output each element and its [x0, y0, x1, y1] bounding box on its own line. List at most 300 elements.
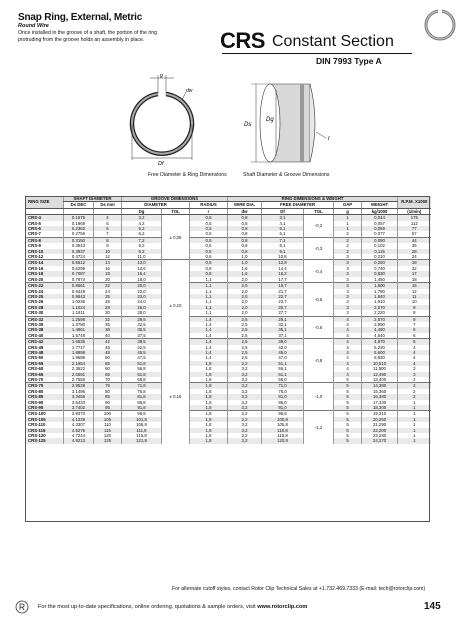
cell-ds-mm: 48: [94, 350, 122, 355]
cell-free-diameter: 21,7: [262, 289, 304, 294]
cell-rpm: 2: [398, 377, 431, 383]
cell-gap: 3: [334, 271, 362, 276]
shaft-diagram: [236, 76, 346, 170]
cell-rpm: 1: [398, 400, 431, 405]
free-tolerance: -1,2: [304, 411, 334, 444]
unit-r: r: [190, 208, 228, 214]
cell-dg: 51,8: [122, 361, 162, 366]
cell-ds-dec: 4.3307: [64, 422, 94, 427]
cell-gap: 5: [334, 394, 362, 399]
cell-ds-dec: 4.5276: [64, 428, 94, 433]
cell-ring-size: CRS-75: [26, 383, 64, 389]
cell-weight: 4,640: [362, 333, 398, 339]
cell-gap: 1: [334, 215, 362, 221]
cell-wire-dia: 2,5: [228, 350, 262, 355]
cell-wire-dia: 3,2: [228, 361, 262, 366]
cell-wire-dia: 3,2: [228, 411, 262, 417]
header-ds-mm: Ds mm: [94, 202, 122, 208]
cell-free-diameter: 14,4: [262, 266, 304, 271]
cell-dg: 18,0: [122, 277, 162, 283]
unit-kg: kg/1000: [362, 208, 398, 214]
cell-wire-dia: 0,8: [228, 231, 262, 237]
header-rule: [222, 53, 412, 54]
cell-wire-dia: 2,0: [228, 310, 262, 316]
spec-table-body: [26, 215, 431, 444]
cell-free-diameter: 22,7: [262, 294, 304, 299]
cell-rpm: 1: [398, 433, 431, 438]
cell-rpm: 11: [398, 294, 431, 299]
cell-radius: 1,8: [190, 361, 228, 366]
cell-ds-dec: 0.9449: [64, 289, 94, 294]
cell-gap: 1: [334, 226, 362, 231]
cell-ds-mm: 85: [94, 394, 122, 399]
header-free-diameter: FREE DIAMETER: [262, 202, 334, 208]
product-description: Once installed in the groove of a shaft, the portion of the ring protruding from the groove holds an assembly in place.: [18, 30, 157, 43]
cell-ds-dec: 0.4724: [64, 254, 94, 260]
cell-radius: 1,4: [190, 322, 228, 327]
cell-wire-dia: 0,8: [228, 237, 262, 243]
cell-ds-dec: 0.8661: [64, 283, 94, 289]
cell-radius: 1,4: [190, 316, 228, 322]
cell-free-diameter: 91,0: [262, 405, 304, 411]
cell-ring-size: CRS-95: [26, 405, 64, 411]
cell-weight: 16,380: [362, 394, 398, 399]
cell-ds-dec: 4.9213: [64, 438, 94, 443]
cell-radius: 1,4: [190, 333, 228, 339]
cell-free-diameter: 32,1: [262, 322, 304, 327]
cell-ring-size: CRS-115: [26, 428, 64, 433]
cell-radius: 1,8: [190, 411, 228, 417]
cell-weight: 0,210: [362, 254, 398, 260]
cell-weight: 4,870: [362, 339, 398, 345]
shaft-caption: Shaft Diameter & Groove Dimensions: [243, 172, 330, 178]
cell-rpm: 4: [398, 345, 431, 350]
cell-ds-dec: 3.1496: [64, 389, 94, 394]
cell-gap: 5: [334, 389, 362, 394]
cell-free-diameter: 3,1: [262, 215, 304, 221]
cell-rpm: 1: [398, 417, 431, 422]
brand-code: CRS: [220, 28, 265, 53]
cell-weight: 22,200: [362, 428, 398, 433]
cell-ds-mm: 38: [94, 327, 122, 332]
cell-dg: 20,0: [122, 283, 162, 289]
header-ring-size: RING SIZE: [26, 196, 64, 208]
cell-ds-dec: 4.1339: [64, 417, 94, 422]
cell-radius: 1,1: [190, 305, 228, 310]
cell-wire-dia: 3,2: [228, 372, 262, 377]
cell-ring-size: CRS-7: [26, 231, 64, 237]
cell-wire-dia: 2,0: [228, 277, 262, 283]
cell-weight: 0,077: [362, 231, 398, 237]
cell-dg: 8,2: [122, 243, 162, 248]
cell-rpm: 4: [398, 350, 431, 355]
unit-g: g: [334, 208, 362, 214]
din-standard: DIN 7993 Type A: [316, 56, 382, 66]
cell-ring-size: CRS-16: [26, 266, 64, 271]
cell-radius: 1,8: [190, 433, 228, 438]
cell-weight: 5,230: [362, 345, 398, 350]
cell-ds-dec: 2.5591: [64, 372, 94, 377]
cell-ds-mm: 12: [94, 254, 122, 260]
cell-radius: 0,5: [190, 226, 228, 231]
cell-free-diameter: 51,1: [262, 361, 304, 366]
cell-radius: 1,8: [190, 400, 228, 405]
cell-radius: 0,6: [190, 260, 228, 266]
cell-ds-dec: 0.3543: [64, 243, 94, 248]
cell-free-diameter: 47,0: [262, 355, 304, 360]
cell-ring-size: CRS-65: [26, 372, 64, 377]
cell-weight: 3,990: [362, 322, 398, 327]
cell-ring-size: CRS-80: [26, 389, 64, 394]
cell-ring-size: CRS-35: [26, 322, 64, 327]
cell-wire-dia: 3,2: [228, 438, 262, 443]
cell-weight: 4,490: [362, 327, 398, 332]
cell-weight: 2,670: [362, 316, 398, 322]
cell-free-diameter: 45,0: [262, 350, 304, 355]
cell-wire-dia: 1,6: [228, 271, 262, 276]
cell-ds-mm: 4: [94, 215, 122, 221]
cell-ring-size: CRS-60: [26, 366, 64, 371]
cell-ds-dec: 0.7874: [64, 277, 94, 283]
contact-note: For alternate cutoff styles, contact Rotor Clip Technical Sales at +1.732.469.7333 (E-mail: tech@rotorclip.com): [172, 586, 426, 592]
cell-free-diameter: 25,7: [262, 305, 304, 310]
free-tolerance: -0,4: [304, 260, 334, 283]
cell-ds-mm: 35: [94, 322, 122, 327]
cell-weight: 15,360: [362, 389, 398, 394]
cell-ds-mm: 14: [94, 260, 122, 266]
cell-ds-mm: 60: [94, 366, 122, 371]
cell-wire-dia: 2,5: [228, 333, 262, 339]
cell-radius: 1,8: [190, 372, 228, 377]
free-tolerance: -1,0: [304, 383, 334, 411]
cell-ring-size: CRS-5: [26, 221, 64, 226]
cell-ds-dec: 1.0236: [64, 299, 94, 304]
cell-ds-mm: 100: [94, 411, 122, 417]
cell-free-diameter: 9,1: [262, 249, 304, 254]
cell-dg: 66,8: [122, 377, 162, 383]
cell-radius: 0,5: [190, 231, 228, 237]
cell-dg: 96,8: [122, 411, 162, 417]
cell-ds-mm: 42: [94, 339, 122, 345]
cell-wire-dia: 2,0: [228, 283, 262, 289]
cell-ds-mm: 28: [94, 305, 122, 310]
cell-ds-mm: 22: [94, 283, 122, 289]
cell-ds-dec: 2.1654: [64, 361, 94, 366]
cell-free-diameter: 4,1: [262, 221, 304, 226]
label-r: r: [328, 136, 330, 142]
cell-wire-dia: 2,5: [228, 345, 262, 350]
cell-weight: 12,490: [362, 372, 398, 377]
cell-radius: 0,8: [190, 271, 228, 276]
cell-dg: 16,4: [122, 271, 162, 276]
cell-radius: 1,4: [190, 327, 228, 332]
cell-weight: 23,280: [362, 433, 398, 438]
cell-ds-mm: 115: [94, 428, 122, 433]
cell-dg: 11,0: [122, 254, 162, 260]
cell-wire-dia: 2,5: [228, 316, 262, 322]
cell-rpm: 7: [398, 322, 431, 327]
cell-ring-size: CRS-40: [26, 333, 64, 339]
cell-dg: 101,8: [122, 417, 162, 422]
cell-radius: 1,8: [190, 422, 228, 427]
cell-ds-dec: 2.7559: [64, 377, 94, 383]
cell-gap: 5: [334, 428, 362, 433]
cell-ds-mm: 18: [94, 271, 122, 276]
cell-rpm: 3: [398, 366, 431, 371]
cell-wire-dia: 0,8: [228, 226, 262, 231]
cell-dg: 91,8: [122, 405, 162, 411]
cell-rpm: 18: [398, 260, 431, 266]
cell-wire-dia: 0,8: [228, 215, 262, 221]
cell-radius: 0,8: [190, 266, 228, 271]
cell-ds-dec: 1.9685: [64, 355, 94, 360]
cell-gap: 4: [334, 333, 362, 339]
cell-ds-mm: 7: [94, 231, 122, 237]
cell-ring-size: CRS-48: [26, 350, 64, 355]
header-shaft-diameter: SHAFT DIAMETER: [64, 196, 122, 202]
cell-gap: 5: [334, 405, 362, 411]
cell-wire-dia: 2,0: [228, 294, 262, 299]
cell-dg: 111,8: [122, 428, 162, 433]
cell-ds-dec: 0.9843: [64, 294, 94, 299]
cell-ds-mm: 110: [94, 422, 122, 427]
cell-ds-mm: 95: [94, 405, 122, 411]
cell-gap: 3: [334, 289, 362, 294]
header-rpm: R.P.M. X1000: [398, 196, 431, 208]
cell-weight: 2,220: [362, 310, 398, 316]
cell-free-diameter: 100,8: [262, 417, 304, 422]
cell-rpm: 1: [398, 438, 431, 443]
header-ring-dimensions: RING DIMENSIONS & WEIGHT: [228, 196, 398, 202]
footer-line: [38, 604, 307, 610]
ring-diagram: [120, 72, 220, 170]
cell-ring-size: CRS-120: [26, 433, 64, 438]
cell-radius: 0,5: [190, 237, 228, 243]
page-title: Snap Ring, External, Metric: [18, 12, 143, 23]
cell-ds-dec: 1.8898: [64, 350, 94, 355]
cell-ring-size: CRS-105: [26, 417, 64, 422]
cell-gap: 5: [334, 433, 362, 438]
cell-ring-size: CRS-22: [26, 283, 64, 289]
cell-rpm: 4: [398, 361, 431, 366]
cell-dg: 28,0: [122, 310, 162, 316]
cell-free-diameter: 37,1: [262, 333, 304, 339]
header-weight: WEIGHT: [362, 202, 398, 208]
cell-gap: 4: [334, 322, 362, 327]
unit-tol2: TOL: [304, 208, 334, 214]
cell-ds-dec: 3.3465: [64, 394, 94, 399]
page-subtitle: Round Wire: [18, 23, 49, 29]
cell-free-diameter: 7,1: [262, 237, 304, 243]
cell-ds-dec: 4.7244: [64, 433, 94, 438]
cell-dg: 61,8: [122, 372, 162, 377]
cell-ring-size: CRS-90: [26, 400, 64, 405]
cell-rpm: 5: [398, 339, 431, 345]
cell-free-diameter: 76,0: [262, 389, 304, 394]
cell-radius: 1,8: [190, 366, 228, 371]
header-radius: RADIUS: [190, 202, 228, 208]
cell-gap: 3: [334, 283, 362, 289]
cell-ring-size: CRS-24: [26, 289, 64, 294]
cell-radius: 1,8: [190, 428, 228, 433]
cell-gap: 2: [334, 231, 362, 237]
cell-ds-mm: 75: [94, 383, 122, 389]
cell-free-diameter: 29,1: [262, 316, 304, 322]
cell-gap: 4: [334, 355, 362, 360]
cell-rpm: 2: [398, 394, 431, 399]
cell-free-diameter: 56,1: [262, 366, 304, 371]
cell-radius: 1,1: [190, 277, 228, 283]
cell-gap: 3: [334, 260, 362, 266]
cell-free-diameter: 5,1: [262, 226, 304, 231]
cell-ring-size: CRS-6: [26, 226, 64, 231]
unit-tol: TOL: [162, 208, 190, 214]
cell-dg: 26,0: [122, 305, 162, 310]
cell-ds-dec: 3.9370: [64, 411, 94, 417]
cell-ring-size: CRS-25: [26, 294, 64, 299]
cell-ds-mm: 120: [94, 433, 122, 438]
cell-rpm: 22: [398, 266, 431, 271]
ring-caption: Free Diameter & Ring Dimensions: [148, 172, 227, 178]
cell-gap: 2: [334, 237, 362, 243]
groove-tolerance: ± 0,10: [162, 260, 190, 350]
cell-dg: 35,5: [122, 327, 162, 332]
cell-ring-size: CRS-38: [26, 327, 64, 332]
cell-ds-dec: 1.3780: [64, 322, 94, 327]
cell-radius: 0,5: [190, 221, 228, 226]
cell-ds-mm: 32: [94, 316, 122, 322]
cell-dg: 81,8: [122, 394, 162, 399]
header-ds-dec: Ds DEC: [64, 202, 94, 208]
cell-wire-dia: 1,0: [228, 260, 262, 266]
cell-wire-dia: 3,2: [228, 405, 262, 411]
cell-gap: 2: [334, 249, 362, 254]
cell-dg: 116,8: [122, 433, 162, 438]
cell-ds-dec: 0.7087: [64, 271, 94, 276]
label-dw: dw: [186, 88, 193, 94]
cell-ds-mm: 10: [94, 249, 122, 254]
cell-radius: 1,4: [190, 350, 228, 355]
cell-ds-dec: 1.2598: [64, 316, 94, 322]
cell-ds-dec: 0.3937: [64, 249, 94, 254]
cell-wire-dia: 3,2: [228, 433, 262, 438]
cell-weight: 21,290: [362, 422, 398, 427]
cell-weight: 0,057: [362, 221, 398, 226]
cell-dg: 32,5: [122, 322, 162, 327]
cell-ds-mm: 5: [94, 221, 122, 226]
cell-rpm: 15: [398, 283, 431, 289]
cell-ring-size: CRS-8: [26, 237, 64, 243]
cell-weight: 17,330: [362, 400, 398, 405]
cell-dg: 13,0: [122, 260, 162, 266]
cell-gap: 2: [334, 243, 362, 248]
cell-ds-mm: 80: [94, 389, 122, 394]
cell-weight: 0,102: [362, 243, 398, 248]
footer-url-link[interactable]: www.rotorclip.com: [257, 604, 308, 610]
cell-wire-dia: 3,2: [228, 389, 262, 394]
cell-rpm: 10: [398, 299, 431, 304]
table-row: [26, 438, 431, 443]
cell-radius: 1,4: [190, 355, 228, 360]
cell-rpm: 6: [398, 327, 431, 332]
cell-ring-size: CRS-26: [26, 299, 64, 304]
cell-rpm: 77: [398, 226, 431, 231]
cell-radius: 0,5: [190, 215, 228, 221]
cell-ds-dec: 0.2756: [64, 231, 94, 237]
cell-dg: 76,8: [122, 389, 162, 394]
label-ds: Ds: [244, 122, 252, 128]
cell-dg: 39,5: [122, 339, 162, 345]
cell-free-diameter: 115,8: [262, 433, 304, 438]
cell-rpm: 1: [398, 422, 431, 427]
cell-rpm: 2: [398, 383, 431, 389]
cell-radius: 1,8: [190, 377, 228, 383]
cell-rpm: 1: [398, 428, 431, 433]
cell-free-diameter: 17,7: [262, 277, 304, 283]
cell-weight: 0,069: [362, 226, 398, 231]
cell-dg: 29,5: [122, 316, 162, 322]
header-diameter: DIAMETER: [122, 202, 190, 208]
cell-gap: 4: [334, 366, 362, 371]
cell-rpm: 24: [398, 254, 431, 260]
cell-ds-dec: 2.9528: [64, 383, 94, 389]
cell-weight: 0,115: [362, 249, 398, 254]
groove-tolerance: ± 0,15: [162, 350, 190, 444]
cell-dg: 4,2: [122, 221, 162, 226]
cell-free-diameter: 95,8: [262, 411, 304, 417]
cell-ds-dec: 1.6535: [64, 339, 94, 345]
cell-free-diameter: 8,1: [262, 243, 304, 248]
cell-wire-dia: 0,8: [228, 243, 262, 248]
header-wire-dia: WIRE DIA.: [228, 202, 262, 208]
cell-ring-size: CRS-14: [26, 260, 64, 266]
cell-ds-dec: 3.5433: [64, 400, 94, 405]
cell-wire-dia: 2,0: [228, 305, 262, 310]
cell-free-diameter: 110,8: [262, 428, 304, 433]
cell-ring-size: CRS-28: [26, 305, 64, 310]
cell-ring-size: CRS-42: [26, 339, 64, 345]
cell-free-diameter: 105,8: [262, 422, 304, 427]
cell-rpm: 9: [398, 305, 431, 310]
spec-table: [25, 196, 431, 444]
cell-ds-dec: 1.1024: [64, 305, 94, 310]
cell-wire-dia: 2,5: [228, 322, 262, 327]
cell-dg: 3,2: [122, 215, 162, 221]
cell-ds-dec: 1.5748: [64, 333, 94, 339]
label-dg: Dg: [266, 117, 274, 123]
cell-radius: 1,8: [190, 394, 228, 399]
cell-weight: 0,830: [362, 271, 398, 276]
cell-ring-size: CRS-10: [26, 249, 64, 254]
cell-wire-dia: 1,6: [228, 266, 262, 271]
cell-gap: 3: [334, 254, 362, 260]
header-groove-dimensions: GROOVE DIMENSIONS: [122, 196, 228, 202]
cell-gap: 4: [334, 350, 362, 355]
cell-ring-size: CRS-12: [26, 254, 64, 260]
cell-weight: 1,600: [362, 283, 398, 289]
label-df: Df: [158, 161, 164, 167]
unit-df: Df: [262, 208, 304, 214]
cell-free-diameter: 71,0: [262, 383, 304, 389]
cell-ds-mm: 65: [94, 372, 122, 377]
cell-ring-size: CRS-100: [26, 411, 64, 417]
cell-ds-mm: 30: [94, 310, 122, 316]
groove-tolerance: ± 0,05: [162, 215, 190, 260]
cell-radius: 1,1: [190, 283, 228, 289]
cell-gap: 3: [334, 299, 362, 304]
cell-rpm: 44: [398, 237, 431, 243]
cell-gap: 4: [334, 345, 362, 350]
